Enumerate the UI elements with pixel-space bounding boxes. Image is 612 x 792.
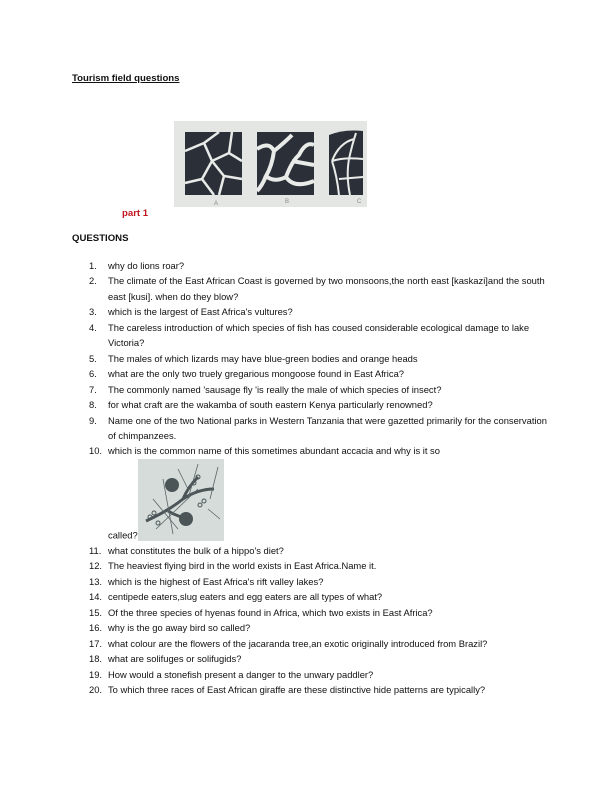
question-text: for what craft are the wakamba of south eastern Kenya particularly renowned? — [108, 399, 433, 411]
question-number: 11. — [89, 544, 102, 556]
acacia-branch-image — [138, 459, 224, 541]
pattern-c — [329, 131, 363, 196]
question-text: what are the only two truely gregarious mongoose found in East Africa? — [108, 368, 405, 380]
question-text: what constitutes the bulk of a hippo's diet? — [108, 544, 284, 556]
question-text: The careless introduction of which species of fish has coused considerable ecological damage to lake Victoria? — [108, 321, 530, 349]
question-text: why is the go away bird so called? — [108, 622, 251, 634]
question-item — [0, 382, 548, 397]
question-text: The commonly named 'sausage fly 'is really the male of which species of insect? — [108, 383, 442, 395]
question-text: The heaviest flying bird in the world exists in East Africa.Name it. — [108, 560, 377, 572]
question-item — [0, 413, 548, 444]
question-item — [0, 620, 548, 635]
question-text: How would a stonefish present a danger to the unwary paddler? — [108, 668, 374, 680]
question-item — [0, 273, 548, 304]
question-number: 4. — [89, 321, 97, 333]
question-text: centipede eaters,slug eaters and egg eaters are all types of what? — [108, 591, 383, 603]
question-text: which is the common name of this sometimes abundant accacia and why is it so — [108, 445, 440, 457]
question-number: 19. — [89, 668, 103, 680]
question-text: The climate of the East African Coast is governed by two monsoons,the north east [kaskazi]and the south east [kusi]. when do they blow? — [108, 275, 545, 302]
questions-heading: QUESTIONS — [72, 233, 129, 244]
question-item — [0, 543, 548, 558]
question-item — [0, 258, 548, 273]
question-item — [0, 351, 548, 366]
question-number: 9. — [89, 414, 97, 426]
question-number: 7. — [89, 383, 97, 395]
question-item — [0, 667, 548, 682]
question-number: 3. — [89, 306, 97, 318]
question-item — [0, 589, 548, 604]
question-item — [0, 682, 548, 697]
question-item — [0, 636, 548, 651]
question-number: 2. — [89, 275, 97, 287]
figure-label-b: B — [285, 199, 290, 205]
question-item — [0, 605, 548, 620]
question-number: 12. — [89, 560, 103, 572]
question-item — [0, 574, 548, 589]
question-number: 5. — [89, 352, 97, 364]
question-item — [0, 558, 548, 573]
question-item — [0, 443, 548, 542]
figure-label-a: A — [214, 201, 219, 207]
question-number: 1. — [89, 260, 97, 271]
question-text: which is the highest of East Africa's rift valley lakes? — [108, 575, 324, 587]
document-title: Tourism field questions — [72, 73, 180, 84]
pattern-a — [185, 132, 242, 195]
question-item — [0, 366, 548, 381]
giraffe-hide-patterns-image — [174, 121, 367, 207]
question-number: 17. — [89, 637, 103, 649]
question-text: why do lions roar? — [108, 260, 185, 271]
question-text: To which three races of East African giraffe are these distinctive hide patterns are typically? — [108, 683, 486, 695]
question-item — [0, 651, 548, 666]
question-item — [0, 320, 548, 351]
question-text: which is the largest of East Africa's vultures? — [108, 306, 293, 318]
part-label: part 1 — [122, 208, 149, 219]
question-item — [0, 304, 548, 319]
question-number: 14. — [89, 591, 103, 603]
figure-label-c: C — [357, 199, 362, 205]
question-text: Of the three species of hyenas found in Africa, which two exists in East Africa? — [108, 606, 433, 618]
question-number: 16. — [89, 622, 103, 634]
question-text: what are solifuges or solifugids? — [108, 653, 242, 665]
question-item — [0, 397, 548, 412]
question-text: what colour are the flowers of the jacaranda tree,an exotic originally introduced from Brazil? — [108, 637, 488, 649]
questions-list — [0, 258, 612, 697]
question-number: 10. — [89, 445, 103, 457]
question-number: 15. — [89, 606, 103, 618]
question-text: The males of which lizards may have blue-green bodies and orange heads — [108, 352, 418, 364]
pattern-b — [257, 132, 314, 195]
question-number: 8. — [89, 399, 97, 411]
question-number: 6. — [89, 368, 97, 380]
question-number: 20. — [89, 683, 103, 695]
question-number: 18. — [89, 653, 103, 665]
question-text-continued: called? — [108, 529, 138, 541]
question-number: 13. — [89, 575, 103, 587]
question-text: Name one of the two National parks in Western Tanzania that were gazetted primarily for the conservation of chimpanzees. — [108, 414, 547, 441]
